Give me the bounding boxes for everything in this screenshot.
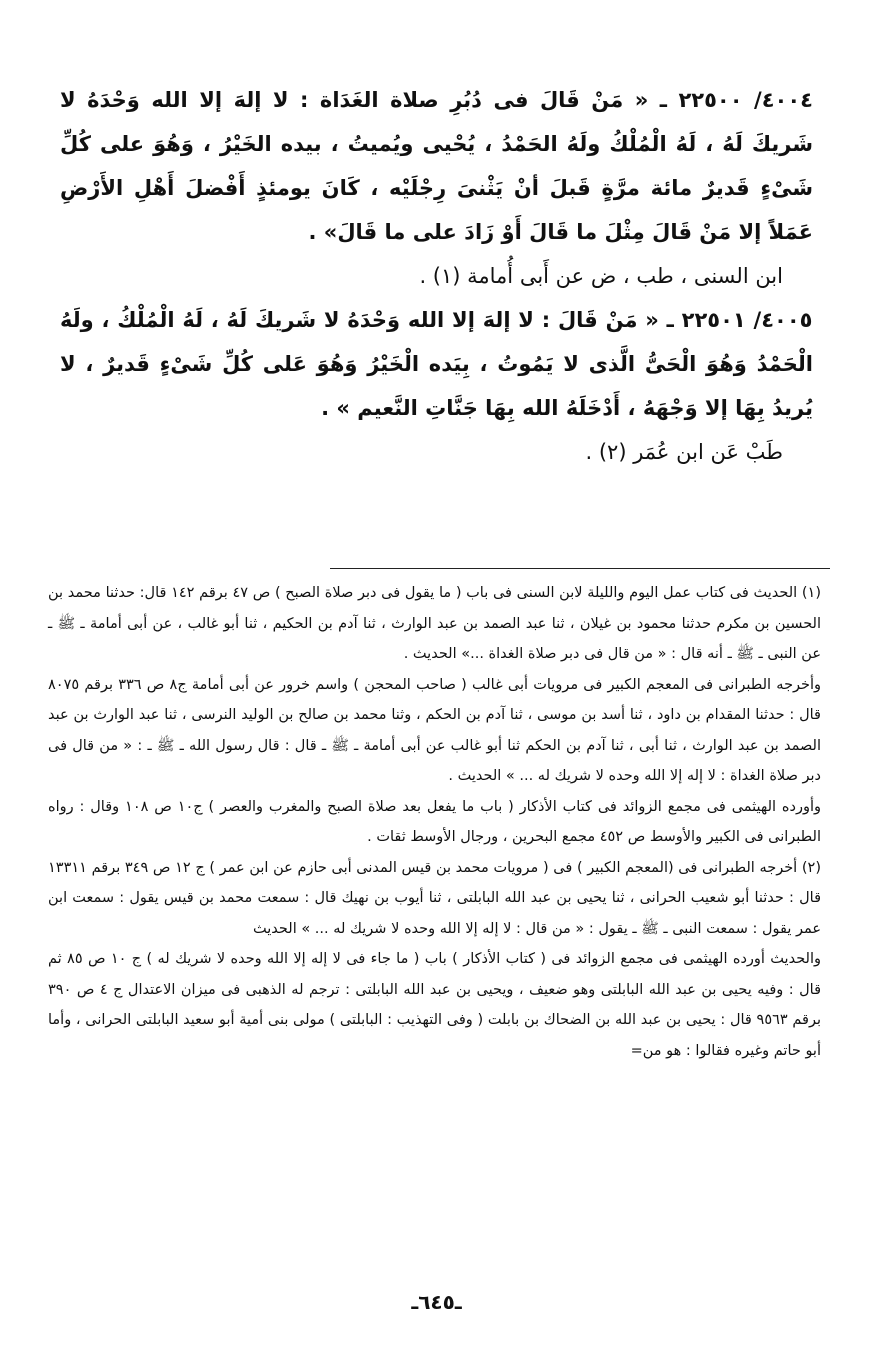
footnote-2 [48, 853, 821, 945]
footnote-line: أبو غالب عن أبى أمامة ـ ﷺ ـ قال : قال رسول الله ـ ﷺ ـ : « من قال فى دبر صلاة الغداة : لا إله إلا الله [48, 737, 821, 784]
footnote-line: والحديث أورده الهيثمى فى مجمع الزوائد فى ( كتاب الأذكار ) باب ( ما جاء فى لا إله إلا الله وحده لا [211, 951, 821, 967]
hadith-4004-line: يَثْنىَ رِجْلَيْه ، كَانَ يومئذٍ أَفْضلَ أَهْلِ الأَرْضِ عَمَلاً إلا مَنْ قَالَ مِثْلَ ما قَالَ أَوْ زَادَ على ما [60, 176, 813, 244]
hadith-4004 [60, 78, 813, 254]
footnote-line: (١) الحديث فى كتاب عمل اليوم والليلة لابن السنى فى باب ( ما يقول فى دبر صلاة الصبح ) ص ٤٧ برقم ١٤٢ [166, 585, 821, 601]
footnote-1-haythami [48, 792, 821, 853]
footnote-line: شريك له ) ج ١٠ ص ٨٥ ثم قال : وفيه يحيى بن عبد الله البابلتى وهو ضعيف ، ويحيى بن عبد الله البابلتى : [48, 951, 822, 998]
footnote-line: إلا الله وحده لا شريك له ... » الحديث [253, 920, 478, 937]
hadith-4004-line: ٤٠٠٤/ ٢٢٥٠٠ ـ « مَنْ قَالَ فى دُبُرِ صلاة الغَدَاة : لا إلهَ إلا الله وَحْدَهُ لا شَريكَ لَهُ ، [60, 88, 813, 156]
source-4005: طَبْ عَن ابن عُمَر (٢) . [585, 440, 783, 464]
footnote-line: الحديث . [403, 646, 457, 662]
footnote-1-tabarani [48, 670, 821, 792]
main-text [60, 78, 813, 474]
footnote-line: قال : سمعت محمد بن قيس يقول : سمعت ابن عمر يقول : سمعت النبى ـ ﷺ ـ يقول : « من قال : لا إله [48, 890, 821, 937]
footnote-1 [48, 578, 821, 670]
footnote-line: قال: حدثنا محمد بن الحسين بن مكرم حدثنا محمود بن غيلان ، ثنا عبد الصمد بن عبد الوارث ، ثنا آدم بن [48, 585, 822, 632]
footnote-line: ( وفى التهذيب : البابلتى ) مولى بنى أمية أبو سعيد البابلتى الحرانى ، وأما أبو حاتم وغيره فقالوا : هو من= [48, 1012, 821, 1059]
footnote-line: وأخرجه الطبرانى فى المعجم الكبير فى مرويات أبى غالب ( صاحب المحجن ) واسم خرور عن أبى أمامة ج٨ [164, 676, 822, 693]
hadith-4005-line: ٤٠٠٥/ ٢٢٥٠١ ـ « مَنْ قَالَ : لا إلهَ إلا الله وَحْدَهُ لا شَريكَ لَهُ ، لَهُ الْمُلْكُ ، ولَهُ [60, 308, 813, 332]
hadith-4004-line: قَالَ» . [308, 220, 378, 244]
hadith-4005-line: وَجْهَهُ ، أَدْخَلَهُ الله بِهَا جَنَّاتِ النَّعيم » . [321, 396, 698, 420]
hadith-4005-line: الْحَمْدُ وَهُوَ الْحَىُّ الَّذى لا يَمُوتُ ، بِيَده الْخَيْرُ وَهُوَ عَلى كُلِّ شَىْءٍ قَديرٌ ، لا يُريدُ بِهَا إلا [60, 352, 813, 420]
hadith-4004-line: لَهُ الْمُلْكُ ولَهُ الحَمْدُ ، يُحْيى ويُميتُ ، بيده الخَيْرُ ، وَهُوَ على كُلِّ شَىْءٍ قَديرٌ مائة مرَّةٍ قَبلَ أنْ [60, 132, 813, 200]
footnote-line: (٢) أخرجه الطبرانى فى (المعجم الكبير ) فى ( مرويات محمد بن قيس المدنى أبى حازم عن ابن عمر ) ج ١٢ [170, 859, 821, 876]
footnote-line: وحده لا شريك له ... » الحديث . [448, 768, 640, 784]
footnote-2-haythami [48, 944, 821, 1066]
source-4004: ابن السنى ، طب ، ض عن أَبى أُمامة (١) . [419, 264, 783, 288]
footnote-line: ج١٠ ص ١٠٨ وقال : رواه الطبرانى فى الكبير والأوسط ص ٤٥٢ مجمع البحرين ، ورجال الأوسط ثقات . [48, 798, 821, 845]
hadith-4005 [60, 298, 813, 430]
footnote-line: ترجم له الذهبى فى ميزان الاعتدال ج ٤ ص ٣٩٠ برقم ٩٥٦٣ قال : يحيى بن عبد الله بن الضحاك بن بابلت [48, 981, 821, 1028]
footnote-line: صالح بن الوليد النرسى ، ثنا عبد الوارث بن عبد الصمد بن عبد الوارث ، ثنا أبى ، ثنا آدم بن الحكم ثنا [48, 707, 821, 754]
footnote-line: ص ٣٤٩ برقم ١٣٣١١ قال : حدثنا أبو شعيب الحرانى ، ثنا يحيى بن عبد الله البابلتى ، ثنا أيوب بن نهيك [48, 859, 821, 906]
footnote-divider [330, 568, 830, 569]
footnote-line: ص ٣٣٦ برقم ٨٠٧٥ قال : حدثنا المقدام بن داود ، ثنا أسد بن موسى ، ثنا آدم بن الحكم ، وثنا محمد بن [48, 676, 821, 723]
footnote-line: الحكيم ، ثنا أبو غالب ، عن أبى أمامة ـ ﷺ ـ عن النبى ـ ﷺ ـ أنه قال : « من قال فى دبر صلاة الغداة ...» [48, 615, 821, 662]
footnote-line: وأورده الهيثمى فى مجمع الزوائد فى كتاب الأذكار ( باب ما يفعل بعد صلاة الصبح والمغرب والعصر ) [202, 798, 822, 815]
page-number: ـ٦٤٥ـ [411, 1290, 462, 1314]
footnotes [48, 578, 821, 1066]
